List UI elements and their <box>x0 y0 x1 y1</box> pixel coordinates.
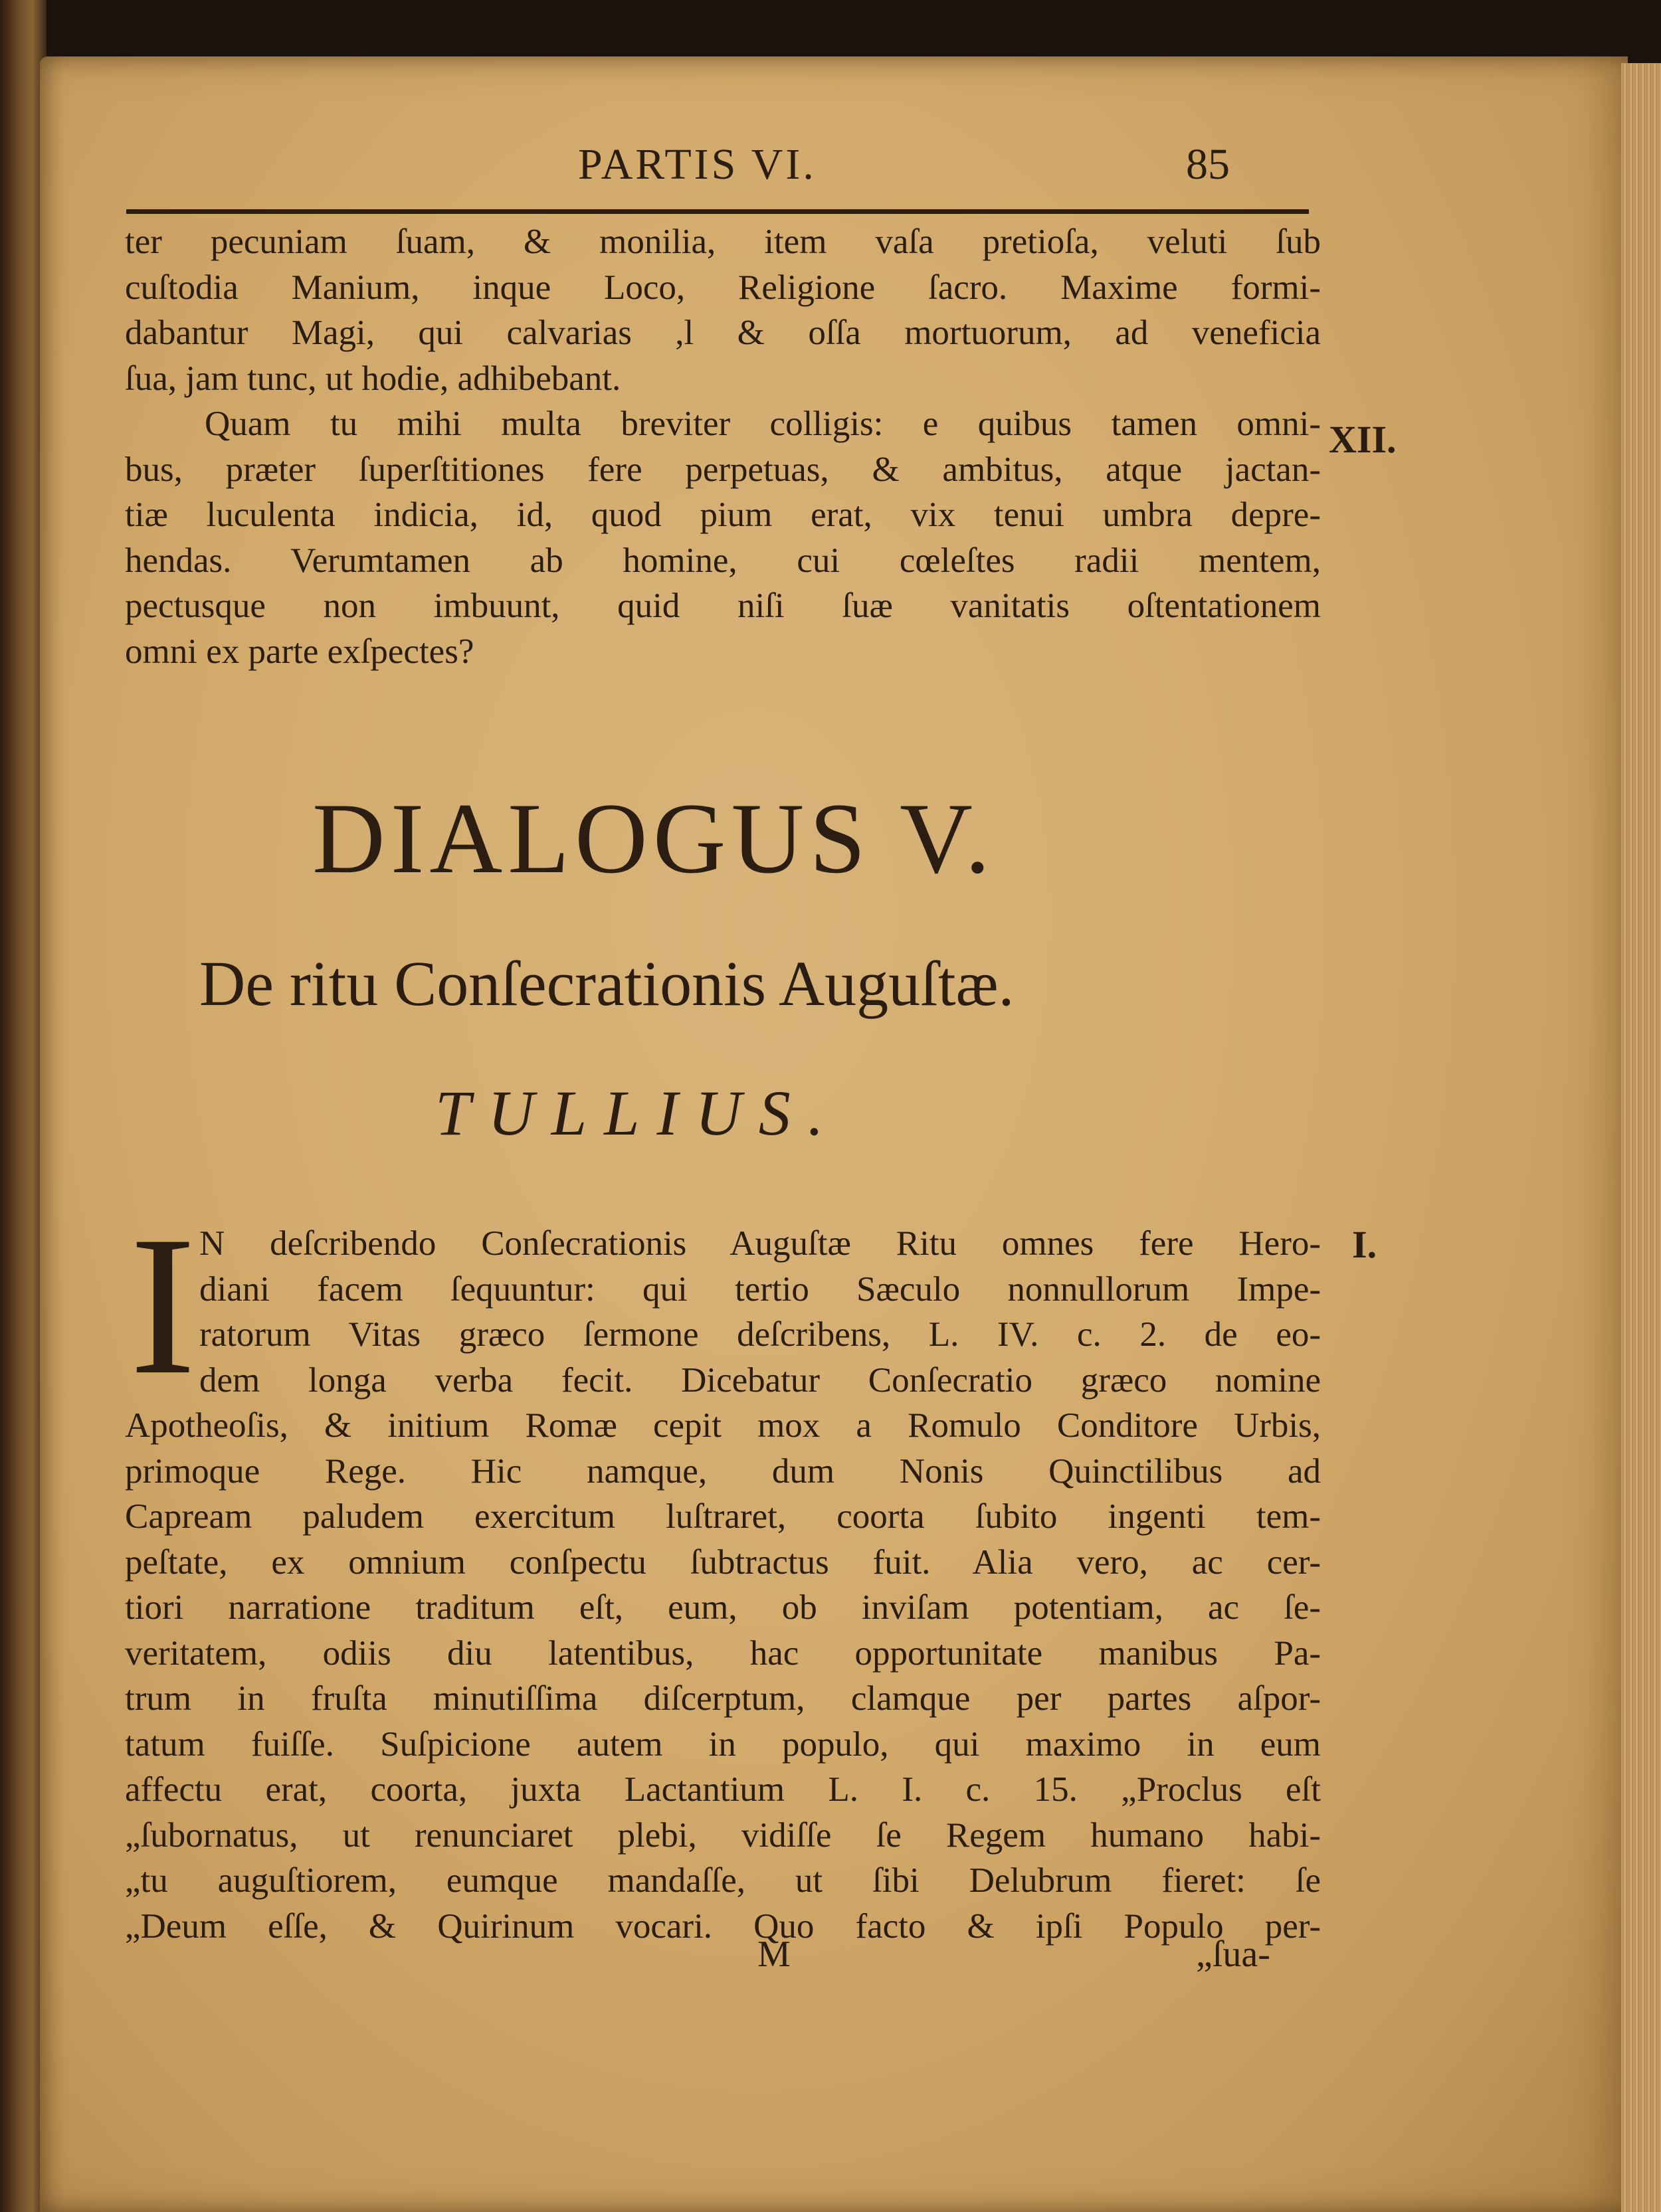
top-paragraph <box>125 219 1321 674</box>
text-line: tiæ luculenta indicia, id, quod pium erat, vix tenui umbra depre- <box>125 496 1321 534</box>
text-line: cuſtodia Manium, inque Loco, Religione ſacro. Maxime formi- <box>125 268 1321 307</box>
text-line: diani facem ſequuntur: qui tertio Sæculo nonnullorum Impe- <box>199 1269 1321 1309</box>
drop-cap: I <box>130 1195 196 1416</box>
dialogue-title: DIALOGUS V. <box>312 783 996 894</box>
text-line: veritatem, odiis diu latentibus, hac opportunitate manibus Pa- <box>125 1633 1321 1673</box>
text-line: peſtate, ex omnium conſpectu ſubtractus fuit. Alia vero, ac cer- <box>125 1542 1321 1582</box>
text-line: affectu erat, coorta, juxta Lactantium L. I. c. 15. „Proclus eſt <box>125 1770 1321 1809</box>
margin-number-i: I. <box>1352 1223 1377 1266</box>
text-line: Capream paludem exercitum luſtraret, coorta ſubito ingenti tem- <box>125 1497 1321 1536</box>
text-line: hendas. Verumtamen ab homine, cui cœleſtes radii mentem, <box>125 541 1321 580</box>
dialogue-subtitle: De ritu Conſecrationis Auguſtæ. <box>199 948 1015 1019</box>
text-line: primoque Rege. Hic namque, dum Nonis Quinctilibus ad <box>125 1451 1321 1491</box>
running-head <box>0 139 1661 199</box>
text-line: tiori narratione traditum eſt, eum, ob inviſam potentiam, ac ſe- <box>125 1588 1321 1627</box>
header-rule <box>126 209 1309 214</box>
speaker-name: TULLIUS. <box>435 1077 841 1149</box>
text-line: bus, præter ſuperſtitiones fere perpetuas, & ambitus, atque jactan- <box>125 450 1321 489</box>
text-line: ſua, jam tunc, ut hodie, adhibebant. <box>125 359 621 398</box>
text-line: „ſubornatus, ut renunciaret plebi, vidiſſe ſe Regem humano habi- <box>125 1815 1321 1855</box>
text-line: Quam tu mihi multa breviter colligis: e quibus tamen omni- <box>205 405 1321 443</box>
main-paragraph <box>125 1403 1321 1949</box>
text-line: trum in fruſta minutiſſima diſcerptum, clamque per partes aſpor- <box>125 1679 1321 1718</box>
page-number: 85 <box>1186 140 1230 189</box>
text-line: omni ex parte exſpectes? <box>125 632 474 671</box>
text-line: pectusque non imbuunt, quid niſi ſuæ vanitatis oſtentationem <box>125 587 1321 625</box>
text-line: dabantur Magi, qui calvarias ,l & oſſa mortuorum, ad veneficia <box>125 314 1321 352</box>
signature-mark: M <box>757 1934 791 1975</box>
text-line: ter pecuniam ſuam, & monilia, item vaſa pretioſa, veluti ſub <box>125 223 1321 261</box>
text-line: tatum fuiſſe. Suſpicione autem in populo, qui maximo in eum <box>125 1724 1321 1764</box>
text-line: dem longa verba fecit. Dicebatur Conſecratio græco nomine <box>199 1360 1321 1400</box>
running-head-title: PARTIS VI. <box>578 140 817 189</box>
text-line: „Deum eſſe, & Quirinum vocari. Quo facto & ipſi Populo per- <box>125 1906 1321 1946</box>
text-line: N deſcribendo Conſecrationis Auguſtæ Ritu omnes fere Hero- <box>199 1224 1321 1263</box>
main-paragraph-indented <box>199 1221 1321 1403</box>
text-line: Apotheoſis, & initium Romæ cepit mox a Romulo Conditore Urbis, <box>125 1406 1321 1445</box>
text-line: ratorum Vitas græco ſermone deſcribens, L. IV. c. 2. de eo- <box>199 1315 1321 1354</box>
catchword: „ſua- <box>1196 1934 1270 1975</box>
text-line: „tu auguſtiorem, eumque mandaſſe, ut ſibi Delubrum fieret: ſe <box>125 1861 1321 1900</box>
margin-number-xii: XII. <box>1329 418 1397 461</box>
page-fore-edge <box>1621 63 1661 2212</box>
